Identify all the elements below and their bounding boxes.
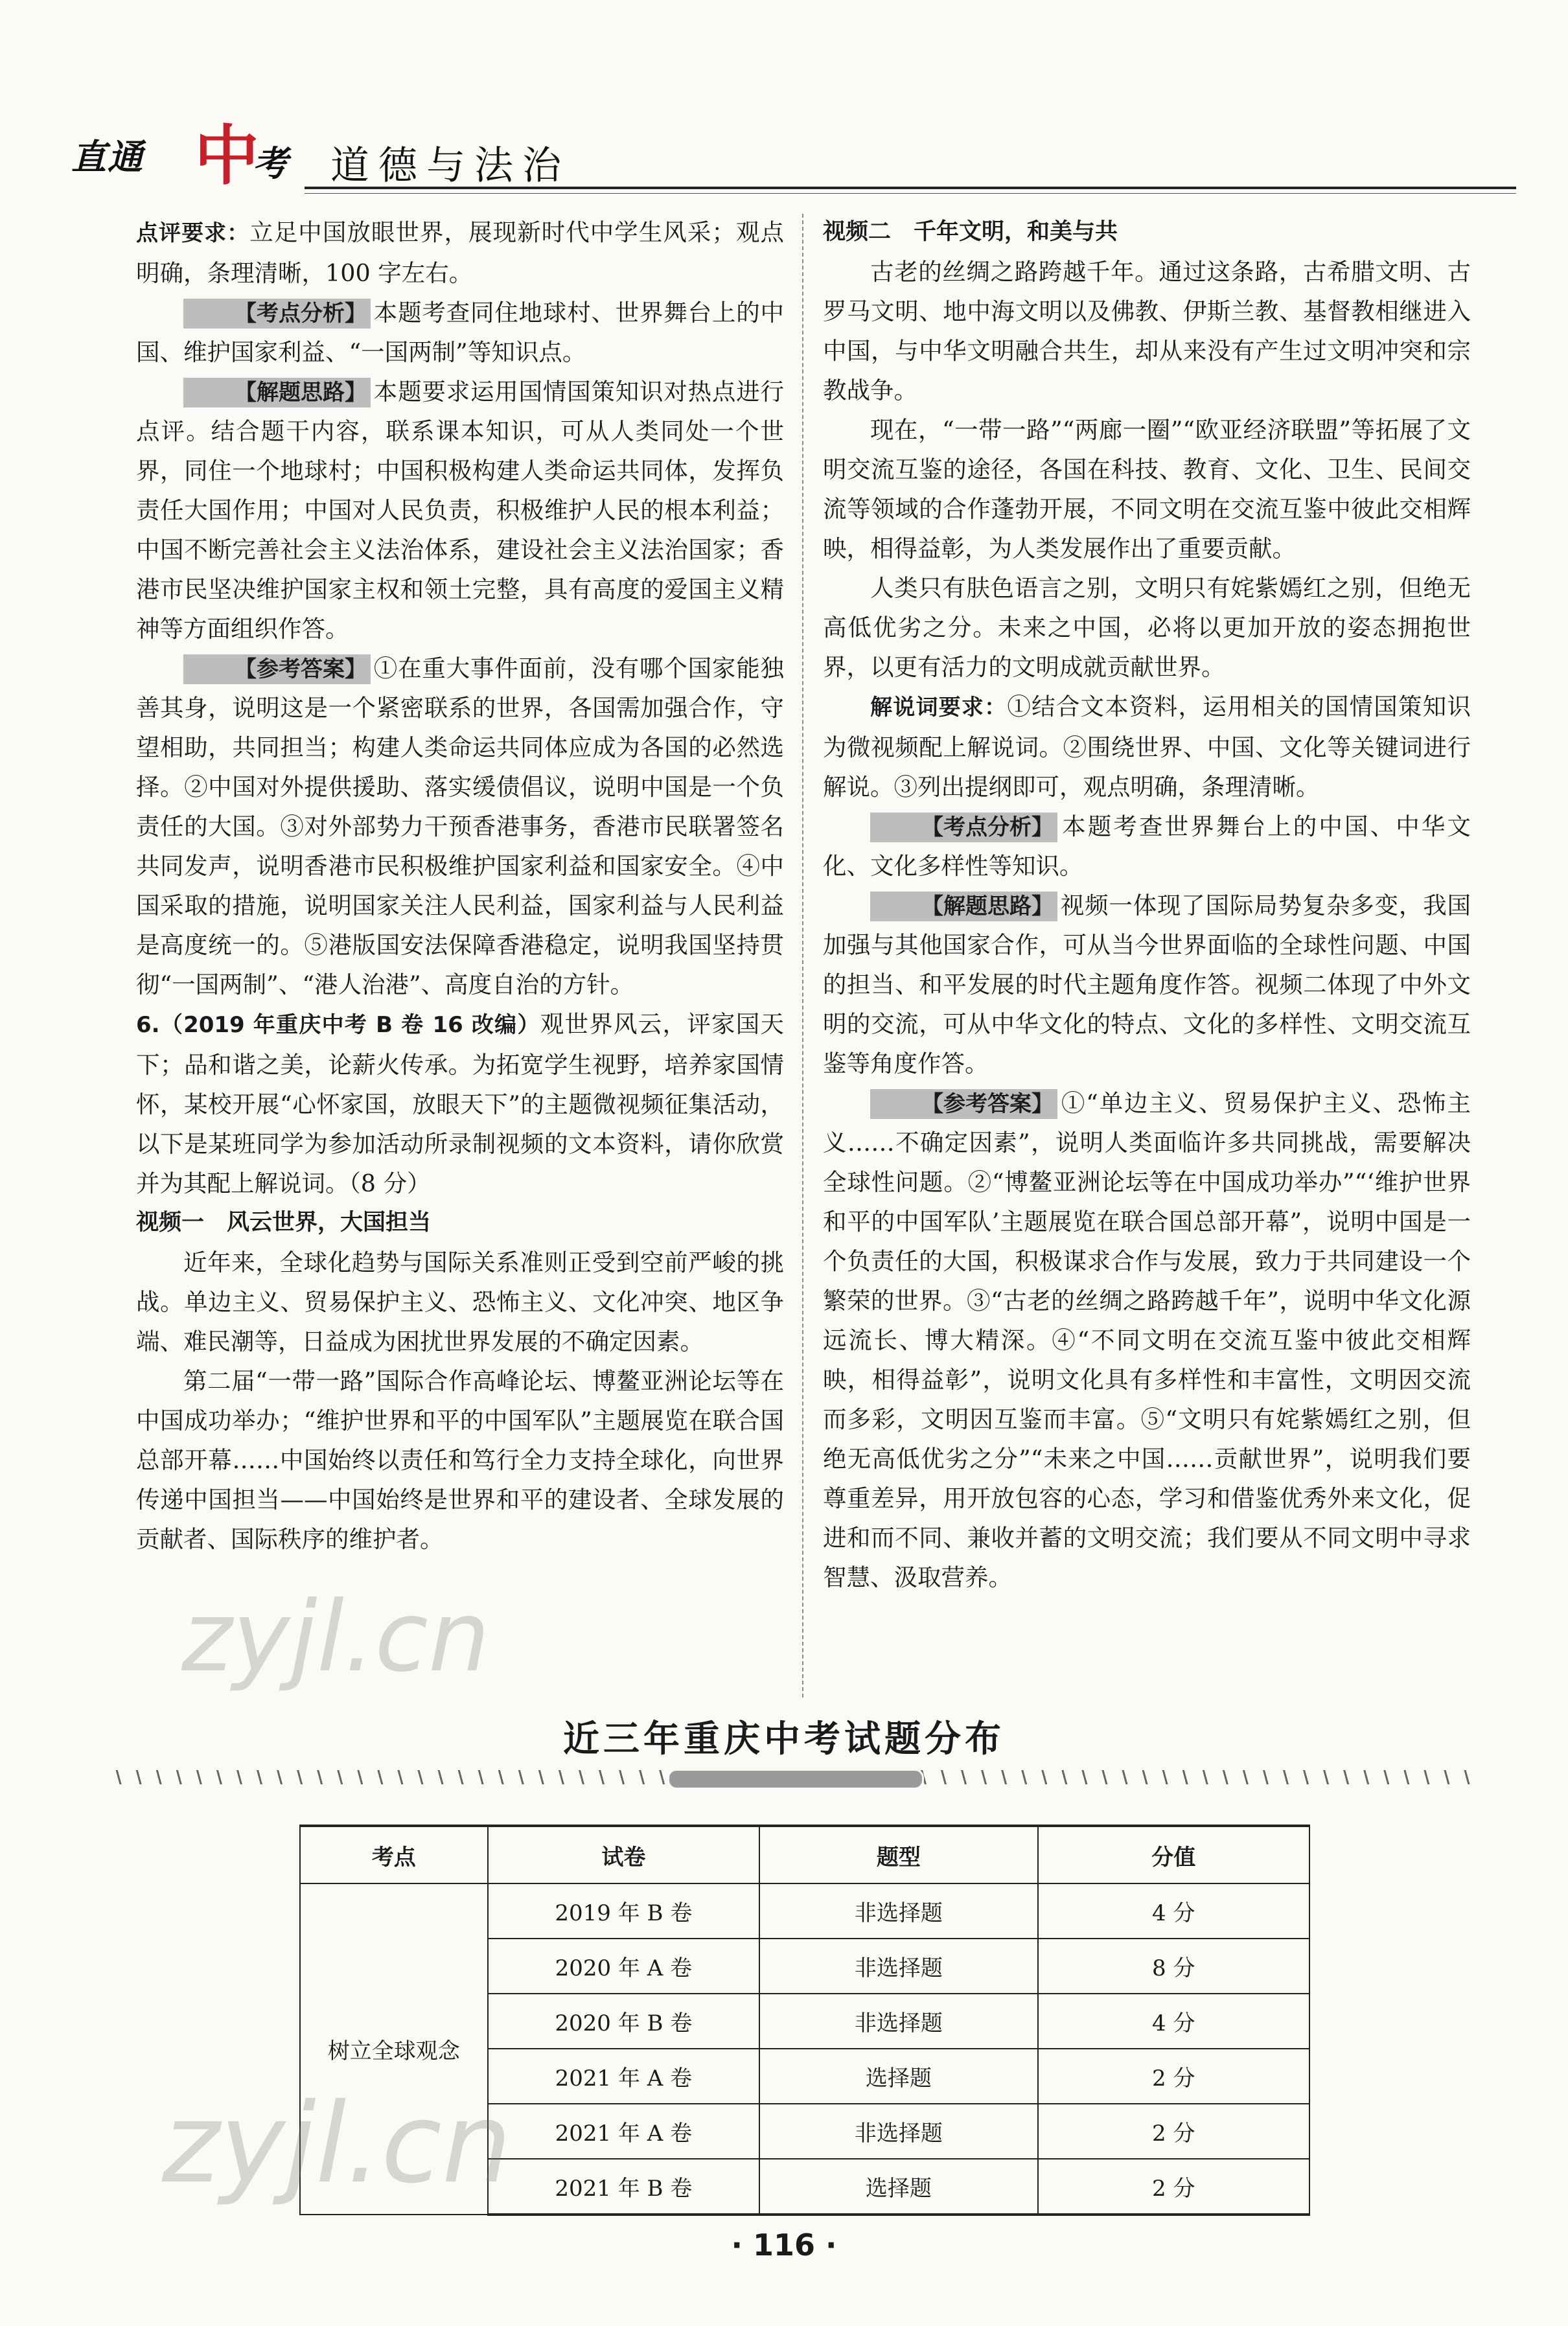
score-cell: 4 分: [1038, 1994, 1309, 2049]
video-1-title: 视频一 风云世界，大国担当: [136, 1210, 432, 1236]
paper-cell: 2020 年 B 卷: [488, 1994, 760, 2049]
watermark-bottom: zyjl.cn: [162, 2080, 512, 2208]
q6-answer-text: ①“单边主义、贸易保护主义、恐怖主义……不确定因素”，说明人类面临许多共同挑战，需要解决全球性问题。②“博鳌亚洲论坛等在中国成功举办”“‘维护世界和平的中国军队’主题展览在联合国总部开幕”，说明中国是一个负责任的大国，积极谋求合作与发展，致力于共同建设一个繁荣的世界。③“古老的丝绸之路跨越千年”，说明中华文化源远流长、博大精深。④“不同文明在交流互鉴中彼此交相辉映，相得益彰”，说明文化具有多样性和丰富性，文明因交流而多彩，文明因互鉴而丰富。⑤“文明只有姹紫嫣红之别，但绝无高低优劣之分”“未来之中国……贡献世界”，说明我们要尊重差异，用开放包容的心态，学习和借鉴优秀外来文化，促进和而不同、兼收并蓄的文明交流；我们要从不同文明中寻求智慧、汲取营养。: [823, 1089, 1471, 1591]
paper-cell: 2021 年 A 卷: [488, 2049, 760, 2104]
header-score: 分值: [1038, 1826, 1309, 1883]
logo-text-c: 考: [253, 143, 289, 184]
score-cell: 2 分: [1038, 2104, 1309, 2159]
paper-cell: 2021 年 A 卷: [488, 2104, 760, 2159]
approach-tag: 【解题思路】: [183, 378, 371, 408]
topic-cell: 树立全球观念: [300, 1883, 488, 2215]
section-title: 近三年重庆中考试题分布: [563, 1718, 1005, 1760]
score-cell: 2 分: [1038, 2049, 1309, 2104]
score-cell: 2 分: [1038, 2159, 1309, 2215]
header-topic: 考点: [300, 1826, 488, 1883]
type-cell: 非选择题: [759, 2104, 1037, 2159]
question-6-label: 6.（2019 年重庆中考 B 卷 16 改编）: [136, 1012, 540, 1038]
column-divider: [802, 214, 803, 1698]
approach-paragraph: [136, 372, 784, 649]
type-cell: 非选择题: [759, 1883, 1037, 1939]
question-6-text: 观世界风云，评家国天下；品和谐之美，论薪火传承。为拓宽学生视野，培养家国情怀，某校开展“心怀家国，放眼天下”的主题微视频征集活动，以下是某班同学为参加活动所录制视频的文本资料，请你欣赏并为其配上解说词。（8 分）: [136, 1010, 784, 1197]
answer-text: ①在重大事件面前，没有哪个国家能独善其身，说明这是一个紧密联系的世界，各国需加强合作，守望相助，共同担当；构建人类命运共同体应成为各国的必然选择。②中国对外提供援助、落实缓债倡议，说明中国是一个负责任的大国。③对外部势力干预香港事务，香港市民联署签名共同发声，说明香港市民积极维护国家利益和国家安全。④中国采取的措施，说明国家关注人民利益，国家利益与人民利益是高度统一的。⑤港版国安法保障香港稳定，说明我国坚持贯彻“一国两制”、“港人治港”、高度自治的方针。: [136, 654, 784, 998]
table-row: [300, 1883, 1309, 1939]
question-6: [136, 1004, 784, 1203]
logo-text-a: 直通: [71, 137, 144, 178]
review-requirement-text: 立足中国放眼世界，展现新时代中学生风采；观点明确，条理清晰，100 字左右。: [136, 218, 785, 287]
review-requirement: [136, 213, 784, 293]
analysis-text: 本题考查同住地球村、世界舞台上的中国、维护国家利益、“一国两制”等知识点。: [136, 299, 784, 366]
q6-analysis-text: 本题考查世界舞台上的中国、中华文化、文化多样性等知识。: [823, 812, 1471, 880]
review-requirement-label: 点评要求：: [136, 220, 250, 246]
type-cell: 非选择题: [759, 1939, 1037, 1994]
score-cell: 4 分: [1038, 1883, 1309, 1939]
video-2-paragraph-3: 人类只有肤色语言之别，文明只有姹紫嫣红之别，但绝无高低优劣之分。未来之中国，必将以更加开放的姿态拥抱世界，以更有活力的文明成就贡献世界。: [823, 574, 1471, 681]
section-title-decoration: [110, 1768, 1477, 1787]
q6-approach-tag: 【解题思路】: [870, 892, 1057, 921]
right-column: [823, 213, 1471, 1597]
video-2-title: 视频二 千年文明，和美与共: [823, 219, 1118, 245]
book-logo: [71, 118, 289, 194]
header-paper: 试卷: [488, 1826, 760, 1883]
answer-tag: 【参考答案】: [183, 654, 371, 684]
watermark: zyjl.cn: [181, 1581, 490, 1694]
approach-text: 本题要求运用国情国策知识对热点进行点评。结合题干内容，联系课本知识，可从人类同处一个世界，同住一个地球村；中国积极构建人类命运共同体，发挥负责任大国作用；中国对人民负责，积极维护人民的根本利益；中国不断完善社会主义法治体系，建设社会主义法治国家；香港市民坚决维护国家主权和领土完整，具有高度的爱国主义精神等方面组织作答。: [136, 378, 784, 643]
paper-cell: 2021 年 B 卷: [488, 2159, 760, 2215]
header-type: 题型: [759, 1826, 1037, 1883]
analysis-tag: 【考点分析】: [183, 299, 371, 328]
q6-approach-text: 视频一体现了国际局势复杂多变，我国加强与其他国家合作，可从当今世界面临的全球性问题、中国的担当、和平发展的时代主题角度作答。视频二体现了中外文明的交流，可从中华文化的特点、文化的多样性、文明交流互鉴等角度作答。: [823, 892, 1471, 1077]
header-rule: [305, 187, 1516, 189]
video-1-paragraph-1: 近年来，全球化趋势与国际关系准则正受到空前严峻的挑战。单边主义、贸易保护主义、恐怖主义、文化冲突、地区争端、难民潮等，日益成为困扰世界发展的不确定因素。: [136, 1249, 784, 1355]
type-cell: 选择题: [759, 2049, 1037, 2104]
logo-text-b: 中: [194, 118, 260, 194]
page-header: [71, 110, 1516, 201]
q6-analysis-tag: 【考点分析】: [870, 812, 1057, 842]
header-rule-thin: [305, 193, 1516, 194]
type-cell: 选择题: [759, 2159, 1037, 2215]
exam-distribution-table: [299, 1825, 1310, 2216]
table-header-row: [300, 1826, 1309, 1883]
narration-requirement: [823, 687, 1471, 807]
q6-answer-paragraph: [823, 1083, 1471, 1597]
q6-approach-paragraph: [823, 886, 1471, 1083]
q6-analysis-paragraph: [823, 807, 1471, 886]
video-2-paragraph-1: 古老的丝绸之路跨越千年。通过这条路，古希腊文明、古罗马文明、地中海文明以及佛教、伊斯兰教、基督教相继进入中国，与中华文明融合共生，却从来没有产生过文明冲突和宗教战争。: [823, 258, 1471, 404]
narration-requirement-label: 解说词要求：: [870, 695, 1008, 720]
subject-title: 道德与法治: [330, 143, 570, 189]
paper-cell: 2020 年 A 卷: [488, 1939, 760, 1994]
narration-requirement-text: ①结合文本资料，运用相关的国情国策知识为微视频配上解说词。②围绕世界、中国、文化等关键词进行解说。③列出提纲即可，观点明确，条理清晰。: [823, 693, 1471, 801]
page-number: · 116 ·: [731, 2228, 837, 2263]
analysis-paragraph: [136, 293, 784, 372]
type-cell: 非选择题: [759, 1994, 1037, 2049]
video-1-paragraph-2: 第二届“一带一路”国际合作高峰论坛、博鳌亚洲论坛等在中国成功举办；“维护世界和平的中国军队”主题展览在联合国总部开幕……中国始终以责任和笃行全力支持全球化，向世界传递中国担当——中国始终是世界和平的建设者、全球发展的贡献者、国际秩序的维护者。: [136, 1367, 784, 1553]
paper-cell: 2019 年 B 卷: [488, 1883, 760, 1939]
left-column: [136, 213, 784, 1559]
score-cell: 8 分: [1038, 1939, 1309, 1994]
answer-paragraph: [136, 649, 784, 1004]
title-pill: [667, 1769, 924, 1790]
q6-answer-tag: 【参考答案】: [870, 1089, 1057, 1119]
video-2-paragraph-2: 现在，“一带一路”“两廊一圈”“欧亚经济联盟”等拓展了文明交流互鉴的途径，各国在科技、教育、文化、卫生、民间交流等领域的合作蓬勃开展，不同文明在交流互鉴中彼此交相辉映，相得益彰，为人类发展作出了重要贡献。: [823, 416, 1471, 562]
